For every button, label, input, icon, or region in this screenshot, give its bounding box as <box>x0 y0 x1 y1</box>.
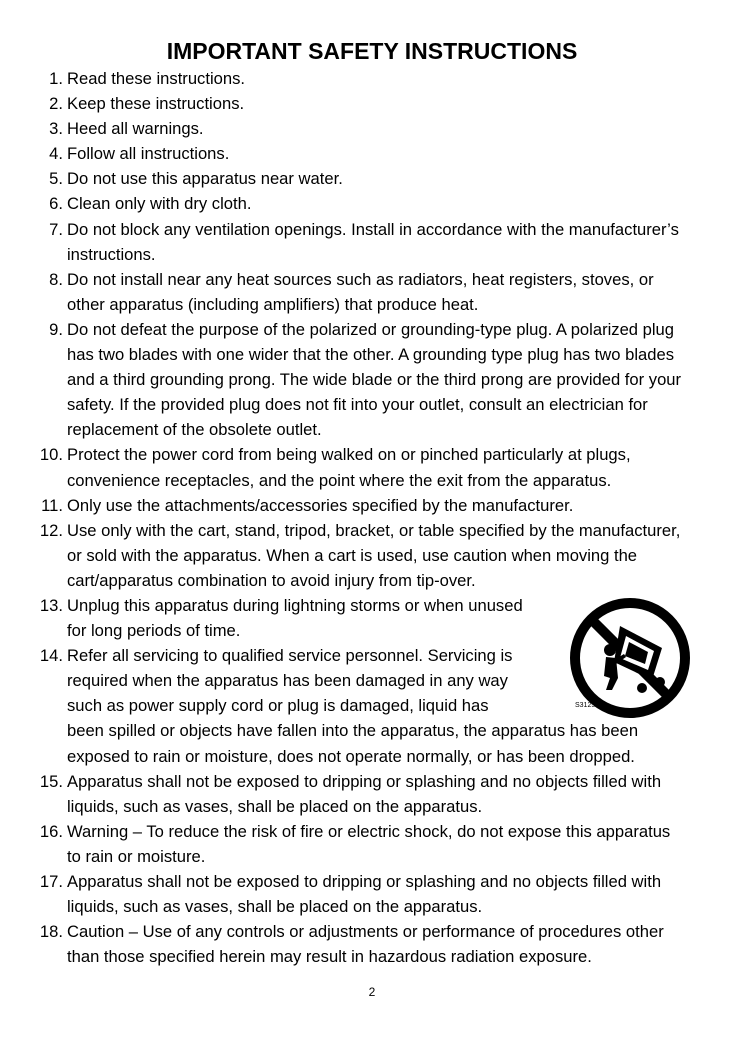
list-item <box>0 141 744 166</box>
list-item-line <box>0 493 744 518</box>
list-item <box>0 217 744 267</box>
list-item-text: Warning – To reduce the risk of fire or electric shock, do not expose this apparatus <box>67 821 671 841</box>
list-item <box>0 919 744 969</box>
page-title: IMPORTANT SAFETY INSTRUCTIONS <box>166 38 578 64</box>
list-item-number: 11. <box>41 495 63 515</box>
list-item-text: liquids, such as vases, shall be placed on the apparatus. <box>67 796 483 816</box>
list-item-line <box>0 141 744 166</box>
list-item-line <box>0 116 744 141</box>
list-item-text: Keep these instructions. <box>67 94 245 114</box>
list-item <box>0 116 744 141</box>
list-item-line <box>0 267 744 292</box>
list-item-text: Use only with the cart, stand, tripod, bracket, or table specified by the manufacturer, <box>67 520 681 540</box>
list-item-text: or sold with the apparatus. When a cart is used, use caution when moving the <box>67 545 638 565</box>
list-item-text: Clean only with dry cloth. <box>67 194 252 214</box>
list-item-line <box>0 191 744 216</box>
list-item-number: 8. <box>49 269 63 289</box>
list-item-text: liquids, such as vases, shall be placed on the apparatus. <box>67 897 483 917</box>
list-item-text: Only use the attachments/accessories specified by the manufacturer. <box>67 495 574 515</box>
list-item <box>0 66 744 91</box>
list-item-line <box>0 919 744 944</box>
list-item-line <box>0 342 744 367</box>
list-item-number: 9. <box>49 319 63 339</box>
list-item-text: other apparatus (including amplifiers) that produce heat. <box>67 294 479 314</box>
list-item-text: safety. If the provided plug does not fit into your outlet, consult an electrician for <box>67 395 648 415</box>
list-item-line <box>0 217 744 242</box>
list-item-text: Read these instructions. <box>67 69 246 88</box>
list-item <box>0 317 744 442</box>
list-item-line <box>0 317 744 342</box>
list-item-text: convenience receptacles, and the point where the exit from the apparatus. <box>67 470 612 490</box>
list-item-text: Heed all warnings. <box>67 119 204 139</box>
list-item-line <box>0 518 744 543</box>
list-item-text: to rain or moisture. <box>67 846 206 866</box>
list-item-number: 10. <box>39 445 63 465</box>
list-item-number: 1. <box>49 69 63 88</box>
list-item <box>0 442 744 492</box>
list-item-number: 17. <box>39 872 63 891</box>
list-item-line <box>0 543 744 568</box>
list-item-line <box>0 292 744 317</box>
list-item-line <box>0 944 744 969</box>
list-item-line <box>0 242 744 267</box>
list-item-text: Refer all servicing to qualified service personnel. Servicing is <box>67 646 513 666</box>
list-item-line <box>0 844 744 869</box>
list-item-text: for long periods of time. <box>67 621 241 641</box>
list-item-line <box>0 718 744 743</box>
list-item-line <box>0 869 744 894</box>
list-item-line <box>0 819 744 844</box>
list-item-text: replacement of the obsolete outlet. <box>67 420 322 440</box>
list-item <box>0 819 744 869</box>
list-item-text: Do not install near any heat sources such as radiators, heat registers, stoves, or <box>67 269 654 289</box>
list-item-line <box>0 91 744 116</box>
instruction-list <box>0 66 744 969</box>
list-item-text: Apparatus shall not be exposed to dripping or splashing and no objects filled with <box>67 872 662 891</box>
cart-icon-code: S3125A <box>575 702 600 709</box>
list-item-text: required when the apparatus has been damaged in any way <box>67 671 508 691</box>
list-item-text: Caution – Use of any controls or adjustments or performance of procedures other <box>67 922 664 942</box>
list-item <box>0 769 744 819</box>
list-item-number: 5. <box>49 169 63 189</box>
page-number: 2 <box>368 985 376 999</box>
list-item-line <box>0 417 744 442</box>
list-item-number: 3. <box>49 119 63 139</box>
list-item-text: Protect the power cord from being walked on or pinched particularly at plugs, <box>67 445 631 465</box>
list-item-line <box>0 894 744 919</box>
list-item-number: 14. <box>39 646 63 666</box>
list-item-line <box>0 744 744 769</box>
list-item-number: 2. <box>49 94 63 114</box>
list-item-text: exposed to rain or moisture, does not operate normally, or has been dropped. <box>67 746 635 766</box>
list-item-number: 4. <box>49 144 63 164</box>
list-item-number: 18. <box>39 922 63 942</box>
list-item-line <box>0 392 744 417</box>
list-item <box>0 267 744 317</box>
list-item-text: Unplug this apparatus during lightning storms or when unused <box>67 595 523 615</box>
list-item-text: has two blades with one wider that the other. A grounding type plug has two blades <box>67 345 674 365</box>
list-item-line <box>0 442 744 467</box>
list-item <box>0 518 744 593</box>
list-item-text: Do not block any ventilation openings. Install in accordance with the manufacturer’s <box>67 219 679 239</box>
list-item-line <box>0 769 744 794</box>
list-item-line <box>0 568 744 593</box>
list-item-text: been spilled or objects have fallen into the apparatus, the apparatus has been <box>67 721 639 741</box>
list-item-text: Do not use this apparatus near water. <box>67 169 343 189</box>
list-item-line <box>0 468 744 493</box>
list-item <box>0 191 744 216</box>
list-item <box>0 493 744 518</box>
list-item <box>0 869 744 919</box>
list-item <box>0 166 744 191</box>
list-item-number: 7. <box>49 219 63 239</box>
list-item-number: 12. <box>39 520 63 540</box>
list-item <box>0 91 744 116</box>
list-item-text: than those specified herein may result in hazardous radiation exposure. <box>67 947 592 967</box>
list-item-line <box>0 794 744 819</box>
list-item-text: Apparatus shall not be exposed to dripping or splashing and no objects filled with <box>67 771 662 791</box>
list-item-text: cart/apparatus combination to avoid injury from tip-over. <box>67 570 476 590</box>
list-item-number: 6. <box>49 194 63 214</box>
list-item-line <box>0 367 744 392</box>
list-item-line <box>0 66 744 91</box>
list-item-text: instructions. <box>67 244 156 264</box>
list-item-number: 13. <box>39 595 63 615</box>
list-item-text: such as power supply cord or plug is damaged, liquid has <box>67 696 489 716</box>
list-item-text: Follow all instructions. <box>67 144 230 164</box>
list-item-number: 16. <box>39 821 63 841</box>
list-item-number: 15. <box>39 771 63 791</box>
list-item-line <box>0 166 744 191</box>
list-item-text: and a third grounding prong. The wide blade or the third prong are provided for your <box>67 370 682 390</box>
list-item-text: Do not defeat the purpose of the polarized or grounding-type plug. A polarized plug <box>67 319 675 339</box>
